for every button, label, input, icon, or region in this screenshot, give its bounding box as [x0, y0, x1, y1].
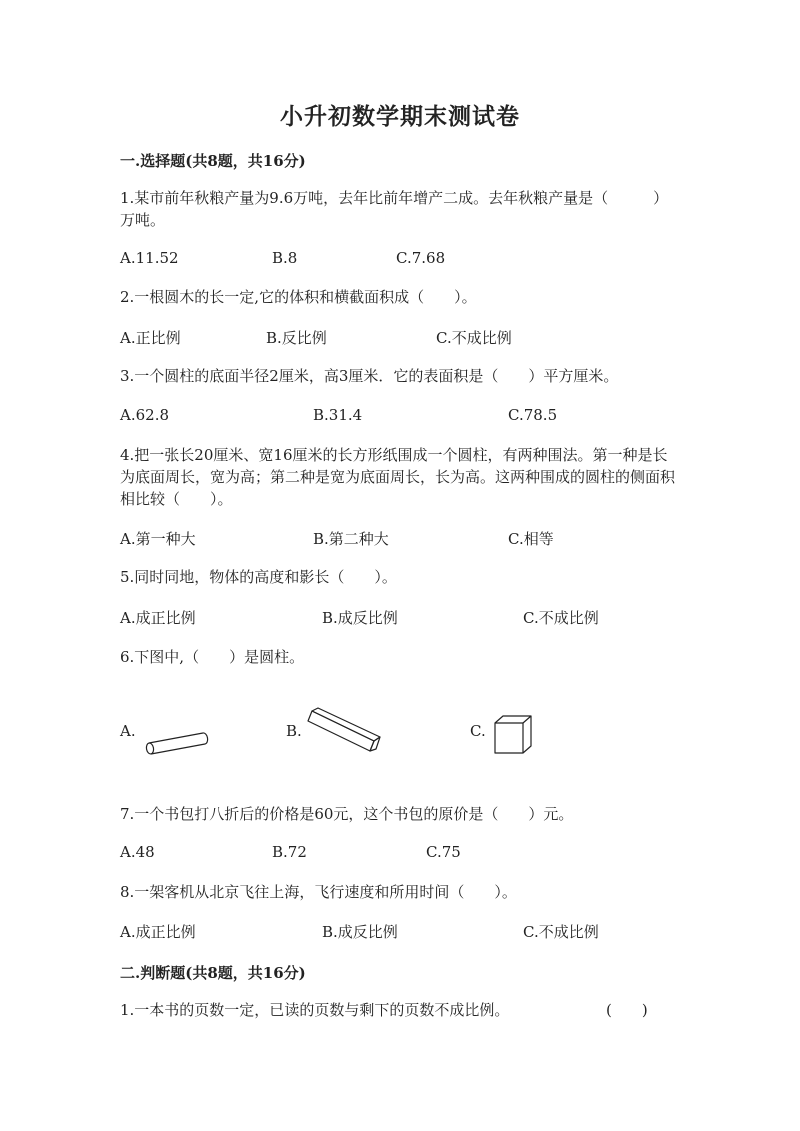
question-8-option-c: C.不成比例	[523, 923, 599, 941]
cylinder-figure-icon	[143, 728, 213, 758]
question-7-option-a: A.48	[120, 843, 155, 861]
question-7-option-c: C.75	[426, 843, 461, 861]
question-2-option-c: C.不成比例	[436, 329, 512, 347]
question-3-option-a: A.62.8	[120, 406, 169, 424]
question-7-option-b: B.72	[272, 843, 307, 861]
question-3-text: 3.一个圆柱的底面半径2厘米，高3厘米．它的表面积是（ ）平方厘米。	[120, 367, 619, 385]
question-8-text: 8.一架客机从北京飞往上海，飞行速度和所用时间（ ）。	[120, 883, 517, 901]
question-6-option-b: B.	[286, 722, 302, 740]
question-4-text: 4.把一张长20厘米、宽16厘米的长方形纸围成一个圆柱，有两种围法。第一种是长为底面周长，宽为高；第二种是宽为底面周长，长为高。这两种围成的圆柱的侧面积相比较（ ）。	[120, 446, 676, 508]
question-4-option-b: B.第二种大	[313, 530, 389, 548]
question-2-option-a: A.正比例	[120, 329, 181, 347]
judge-question-1-answer-bracket: ( )	[606, 1001, 648, 1019]
page-title: 小升初数学期末测试卷	[280, 103, 520, 130]
question-6-option-a: A.	[120, 722, 136, 740]
judge-question-1-text: 1.一本书的页数一定，已读的页数与剩下的页数不成比例。	[120, 1001, 510, 1019]
triangular-prism-figure-icon	[302, 705, 384, 755]
question-5-text: 5.同时同地，物体的高度和影长（ ）。	[120, 568, 397, 586]
question-6-text: 6.下图中,（ ）是圆柱。	[120, 648, 305, 666]
question-5-option-c: C.不成比例	[523, 609, 599, 627]
question-1-option-c: C.7.68	[396, 249, 446, 267]
question-7-text: 7.一个书包打八折后的价格是60元，这个书包的原价是（ ）元。	[120, 805, 574, 823]
question-3-option-b: B.31.4	[313, 406, 363, 424]
section-heading-choice: 一.选择题(共8题，共16分)	[120, 152, 306, 170]
question-1-option-b: B.8	[272, 249, 298, 267]
question-5-option-a: A.成正比例	[120, 609, 196, 627]
question-8-option-b: B.成反比例	[322, 923, 398, 941]
question-2-text: 2.一根圆木的长一定,它的体积和横截面积成（ ）。	[120, 288, 477, 306]
question-1-option-a: A.11.52	[120, 249, 179, 267]
question-6-option-c: C.	[470, 722, 486, 740]
question-2-option-b: B.反比例	[266, 329, 327, 347]
question-4-option-c: C.相等	[508, 530, 554, 548]
question-1-text: 1.某市前年秋粮产量为9.6万吨，去年比前年增产二成。去年秋粮产量是（ ）万吨。	[120, 189, 669, 229]
question-4-option-a: A.第一种大	[120, 530, 196, 548]
question-5-option-b: B.成反比例	[322, 609, 398, 627]
question-8-option-a: A.成正比例	[120, 923, 196, 941]
cube-figure-icon	[492, 714, 534, 756]
question-3-option-c: C.78.5	[508, 406, 558, 424]
section-heading-judge: 二.判断题(共8题，共16分)	[120, 964, 306, 982]
